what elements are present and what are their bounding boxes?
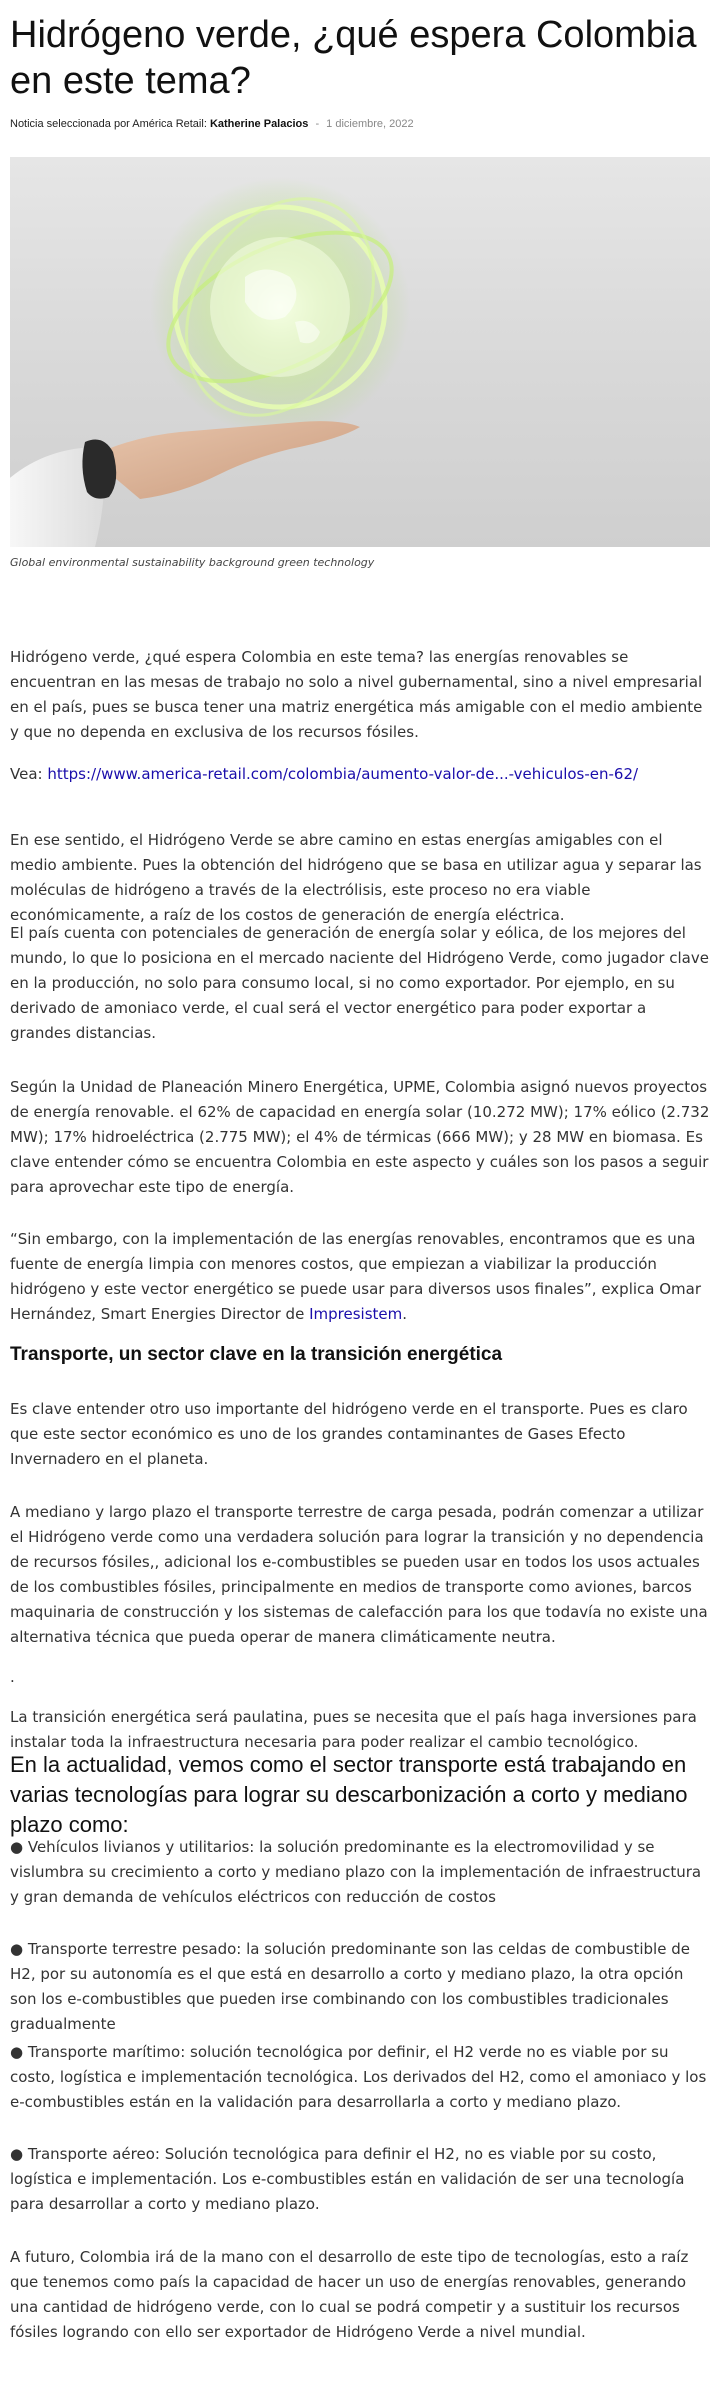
list-item: ● Transporte terrestre pesado: la solución predominante son las celdas de combustible de H2, por su autonomía es el que está en desarrollo a corto y mediano plazo, la otra opción son los e-combustibles que pueden irse combinando con los combustibles tradicionales gradualmente [10, 1940, 690, 2033]
see-also-link[interactable]: https://www.america-retail.com/colombia/aumento-valor-de...-vehiculos-en-62/ [47, 765, 639, 783]
see-also-label: Vea: [10, 765, 43, 783]
impresistem-link[interactable]: Impresistem [309, 1305, 403, 1323]
section-heading: En la actualidad, vemos como el sector transporte está trabajando en varias tecnologías para lograr su descarbonización a corto y mediano plazo como: [10, 1752, 688, 1837]
author-link[interactable]: Katherine Palacios [209, 118, 309, 130]
quote-paragraph: “Sin embargo, con la implementación de las energías renovables, encontramos que es una fuente de energía limpia con menores costos, que empiezan a viabilizar la producción hidrógeno y este vector energético se puede usar para diversos usos finales”, explica Omar Hernández, Smart Energies Director de Impresistem. [10, 1230, 702, 1323]
paragraph: Según la Unidad de Planeación Minero Energética, UPME, Colombia asignó nuevos proyectos de energía renovable. el 62% de capacidad en energía solar (10.272 MW); 17% eólico (2.732 MW); 17% hidroeléctrica (2.775 MW); el 4% de térmicas (666 MW); y 28 MW en biomasa. Es clave entender cómo se encuentra Colombia en este aspecto y cuáles son los pasos a seguir para aprovechar este tipo de energía. [10, 1078, 710, 1196]
list-item: ● Transporte aéreo: Solución tecnológica para definir el H2, no es viable por su costo, logística e implementación. Los e-combustibles están en validación de ser una tecnología para desarrollar a corto y mediano plazo. [10, 2145, 685, 2213]
list-item: ● Vehículos livianos y utilitarios: la solución predominante es la electromovilidad y se vislumbra su crecimiento a corto y mediano plazo con la implementación de infraestructura y gran demanda de vehículos eléctricos con reducción de costos [10, 1838, 702, 1906]
paragraph: En ese sentido, el Hidrógeno Verde se abre camino en estas energías amigables con el medio ambiente. Pues la obtención del hidrógeno que se basa en utilizar agua y separar las moléculas de hidrógeno a través de la electrólisis, este proceso no era viable económicamente, a raíz de los costos de generación de energía eléctrica. [10, 831, 702, 924]
hero-image [10, 157, 710, 547]
paragraph: Hidrógeno verde, ¿qué espera Colombia en este tema? las energías renovables se encuentran en las mesas de trabajo no solo a nivel gubernamental, sino a nivel empresarial en el país, pues se busca tener una matriz energética más amigable con el medio ambiente y que no dependa en exclusiva de los recursos fósiles. [10, 648, 703, 741]
paragraph: El país cuenta con potenciales de generación de energía solar y eólica, de los mejores del mundo, lo que lo posiciona en el mercado naciente del Hidrógeno Verde, como jugador clave en la producción, no solo para consumo local, si no como exportador. Por ejemplo, en su derivado de amoniaco verde, el cual será el vector energético para poder exportar a grandes distancias. [10, 924, 709, 1042]
see-also [10, 762, 710, 787]
paragraph: Es clave entender otro uso importante del hidrógeno verde en el transporte. Pues es claro que este sector económico es uno de los grandes contaminantes de Gases Efecto Invernadero en el planeta. [10, 1400, 688, 1468]
meta-prefix: Noticia seleccionada por América Retail: [10, 118, 207, 130]
image-caption: Global environmental sustainability background green technology [10, 556, 375, 569]
publish-date: 1 diciembre, 2022 [326, 118, 414, 130]
page-title: Hidrógeno verde, ¿qué espera Colombia en este tema? [10, 14, 697, 102]
section-heading: Transporte, un sector clave en la transición energética [10, 1344, 503, 1365]
article-meta [10, 118, 414, 130]
paragraph: A mediano y largo plazo el transporte terrestre de carga pesada, podrán comenzar a utilizar el Hidrógeno verde como una verdadera solución para lograr la transición y no dependencia de recursos fósiles,, adicional los e-combustibles se pueden usar en todos los usos actuales de los combustibles fósiles, principalmente en medios de transporte como aviones, barcos maquinaria de construcción y los sistemas de calefacción para los que todavía no existe una alternativa técnica que pueda operar de manera climáticamente neutra. . La transición energética será paulatina, pues se necesita que el país haga inversiones para instalar toda la infraestructura necesaria para poder realizar el cambio tecnológico. [10, 1503, 708, 1751]
paragraph: A futuro, Colombia irá de la mano con el desarrollo de este tipo de tecnologías, esto a raíz que tenemos como país la capacidad de hacer un uso de energías renovables, generando una cantidad de hidrógeno verde, con lo cual se podrá competir y a sustituir los recursos fósiles logrando con ello ser exportador de Hidrógeno Verde a nivel mundial. [10, 2248, 689, 2341]
meta-separator: - [315, 118, 320, 130]
list-item: ● Transporte marítimo: solución tecnológica por definir, el H2 verde no es viable por su costo, logística e implementación tecnológica. Los derivados del H2, como el amoniaco y los e-combustibles están en la validación para desarrollarla a corto y mediano plazo. [10, 2043, 707, 2111]
